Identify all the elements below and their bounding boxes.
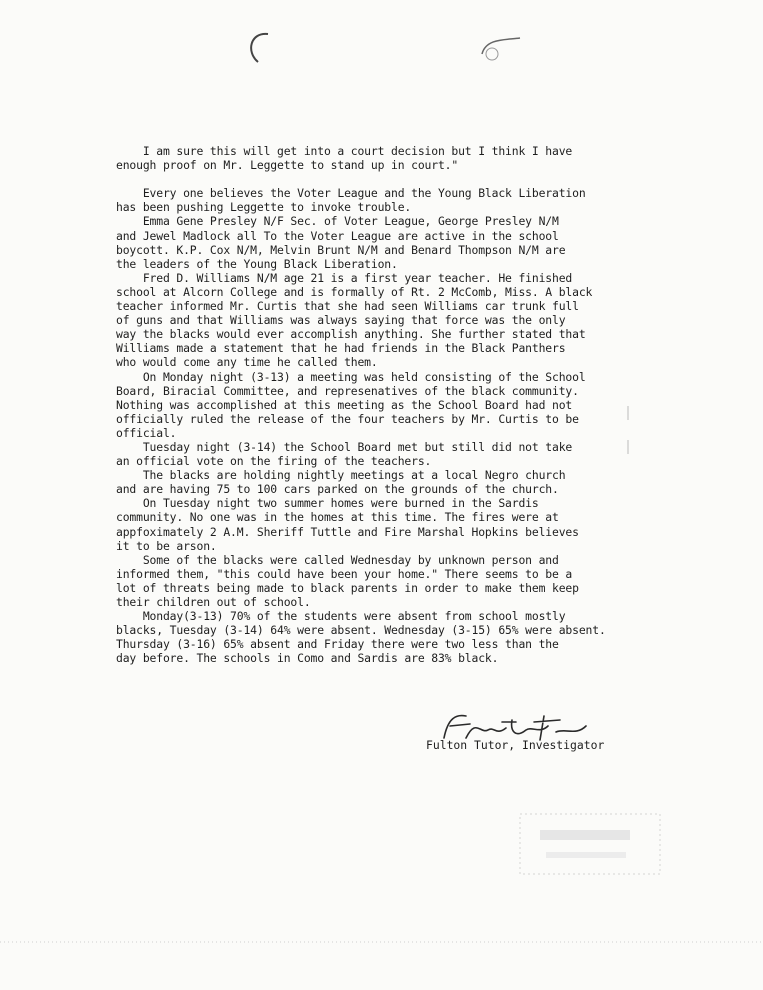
text-line: officially ruled the release of the four teachers by Mr. Curtis to be	[116, 411, 579, 426]
text-line: The blacks are holding nightly meetings at a local Negro church	[116, 468, 566, 483]
text-line	[116, 172, 642, 186]
text-line: it to be arson.	[116, 538, 217, 553]
text-line: Tuesday night (3-14) the School Board met but still did not take	[116, 439, 573, 454]
text-line: On Monday night (3-13) a meeting was held consisting of the School	[116, 369, 586, 384]
text-line: On Tuesday night two summer homes were burned in the Sardis	[116, 496, 539, 511]
signature-caption: Fulton Tutor, Investigator	[426, 738, 605, 752]
text-line: Emma Gene Presley N/F Sec. of Voter League, George Presley N/M	[116, 214, 559, 229]
text-line: Every one believes the Voter League and the Young Black Liberation	[116, 186, 586, 201]
text-line: their children out of school.	[116, 595, 311, 609]
punch-hole-mark-right	[476, 34, 526, 68]
text-line: community. No one was in the homes at this time. The fires were at	[116, 510, 559, 525]
text-line: enough proof on Mr. Leggette to stand up in court."	[116, 158, 459, 173]
text-line: of guns and that Williams was always saying that force was the only	[116, 313, 566, 328]
text-line: the leaders of the Young Black Liberation.	[116, 256, 398, 271]
text-line: informed them, "this could have been your home." There seems to be a	[116, 566, 573, 581]
text-line: and are having 75 to 100 cars parked on the grounds of the church.	[116, 482, 559, 497]
text-line: has been pushing Leggette to invoke trouble.	[116, 200, 412, 215]
text-line: and Jewel Madlock all To the Voter League are active in the school	[116, 228, 559, 243]
text-line: who would come any time he called them.	[116, 355, 378, 370]
faint-stamp	[510, 800, 670, 890]
scan-specks	[620, 400, 640, 460]
text-line: teacher informed Mr. Curtis that she had seen Williams car trunk full	[116, 299, 579, 314]
text-line: Monday(3-13) 70% of the students were absent from school mostly	[116, 609, 566, 624]
text-line: Fred D. Williams N/M age 21 is a first year teacher. He finished	[116, 270, 573, 285]
text-line: lot of threats being made to black parents in order to make them keep	[116, 580, 579, 595]
text-line: school at Alcorn College and is formally of Rt. 2 McComb, Miss. A black	[116, 284, 593, 299]
punch-hole-mark-left	[240, 28, 280, 68]
scan-noise-line	[0, 936, 763, 948]
text-line: I am sure this will get into a court decision but I think I have	[116, 144, 573, 158]
text-line: Some of the blacks were called Wednesday by unknown person and	[116, 552, 559, 567]
text-line: an official vote on the firing of the teachers.	[116, 454, 432, 469]
text-line: Nothing was accomplished at this meeting as the School Board had not	[116, 397, 573, 412]
letter-body	[116, 144, 642, 665]
text-line: way the blacks would ever accomplish anything. She further stated that	[116, 327, 586, 342]
text-line: Thursday (3-16) 65% absent and Friday there were two less than the	[116, 637, 559, 652]
text-line: Board, Biracial Committee, and represenatives of the black community.	[116, 383, 579, 398]
text-line: boycott. K.P. Cox N/M, Melvin Brunt N/M and Benard Thompson N/M are	[116, 242, 566, 257]
text-line: official.	[116, 425, 177, 440]
text-line: Williams made a statement that he had friends in the Black Panthers	[116, 341, 566, 356]
text-line: day before. The schools in Como and Sardis are 83% black.	[116, 651, 499, 666]
text-line: appfoximately 2 A.M. Sheriff Tuttle and Fire Marshal Hopkins believes	[116, 524, 579, 539]
text-line: blacks, Tuesday (3-14) 64% were absent. Wednesday (3-15) 65% were absent.	[116, 623, 606, 638]
